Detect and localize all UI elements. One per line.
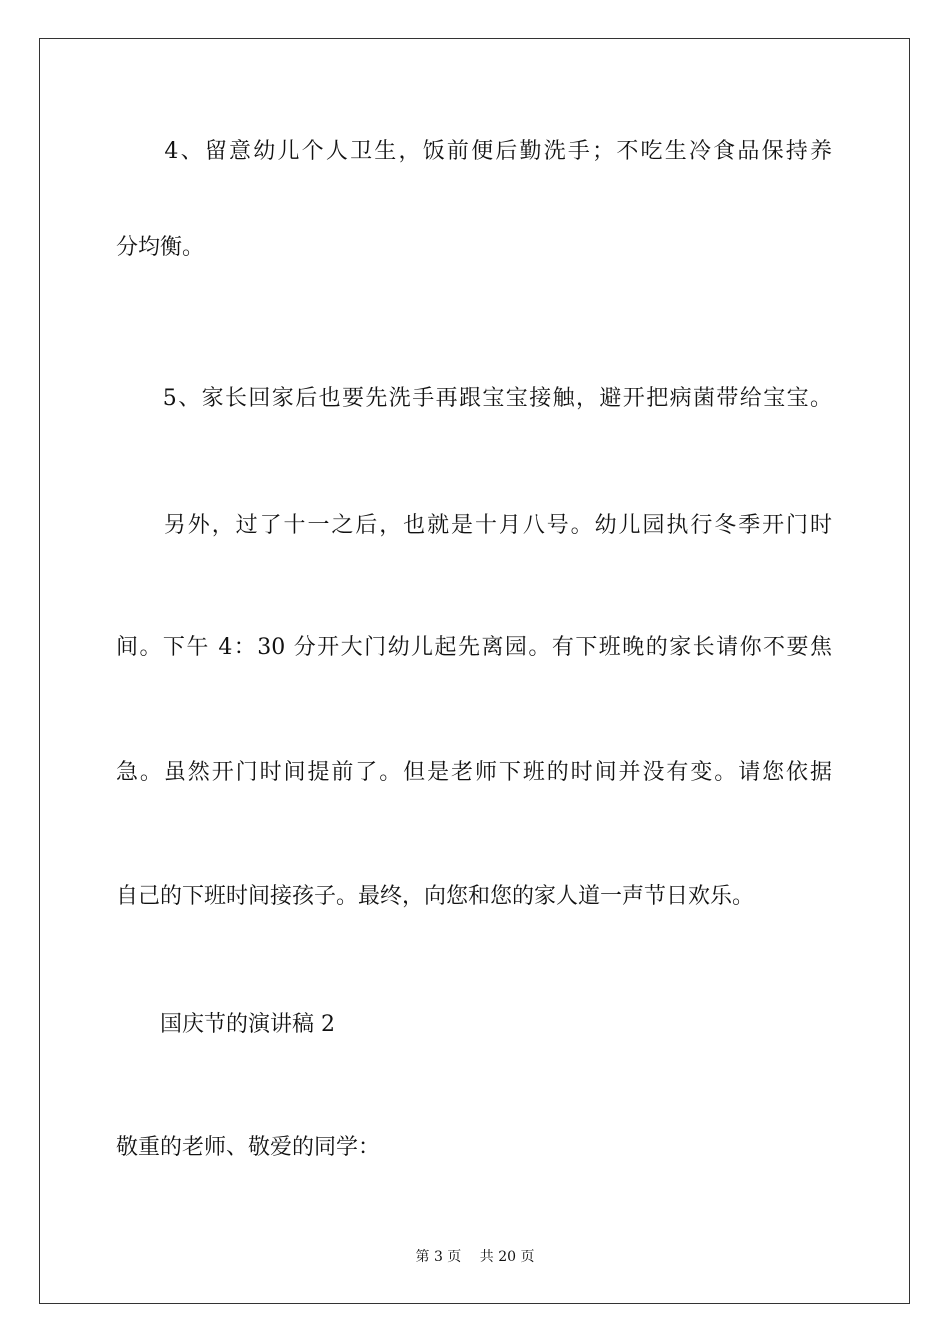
paragraph-line-5: 间。下午 4：30 分开大门幼儿起先离园。有下班晚的家长请你不要焦 bbox=[116, 635, 832, 660]
page-border bbox=[39, 38, 910, 1304]
section-heading: 国庆节的演讲稿 2 bbox=[116, 1012, 335, 1037]
page-number-footer: 第 3 页 共 20 页 bbox=[415, 1249, 535, 1265]
paragraph-line-3: 5、家长回家后也要先洗手再跟宝宝接触，避开把病菌带给宝宝。 bbox=[116, 386, 832, 411]
paragraph-line-4: 另外，过了十一之后，也就是十月八号。幼儿园执行冬季开门时 bbox=[116, 513, 832, 538]
paragraph-line-2: 分均衡。 bbox=[116, 235, 205, 260]
paragraph-line-7: 自己的下班时间接孩子。最终，向您和您的家人道一声节日欢乐。 bbox=[116, 884, 755, 909]
paragraph-line-1: 4、留意幼儿个人卫生，饭前便后勤洗手；不吃生冷食品保持养 bbox=[116, 139, 832, 164]
salutation-line: 敬重的老师、敬爱的同学： bbox=[116, 1135, 381, 1160]
paragraph-line-6: 急。虽然开门时间提前了。但是老师下班的时间并没有变。请您依据 bbox=[116, 760, 832, 785]
